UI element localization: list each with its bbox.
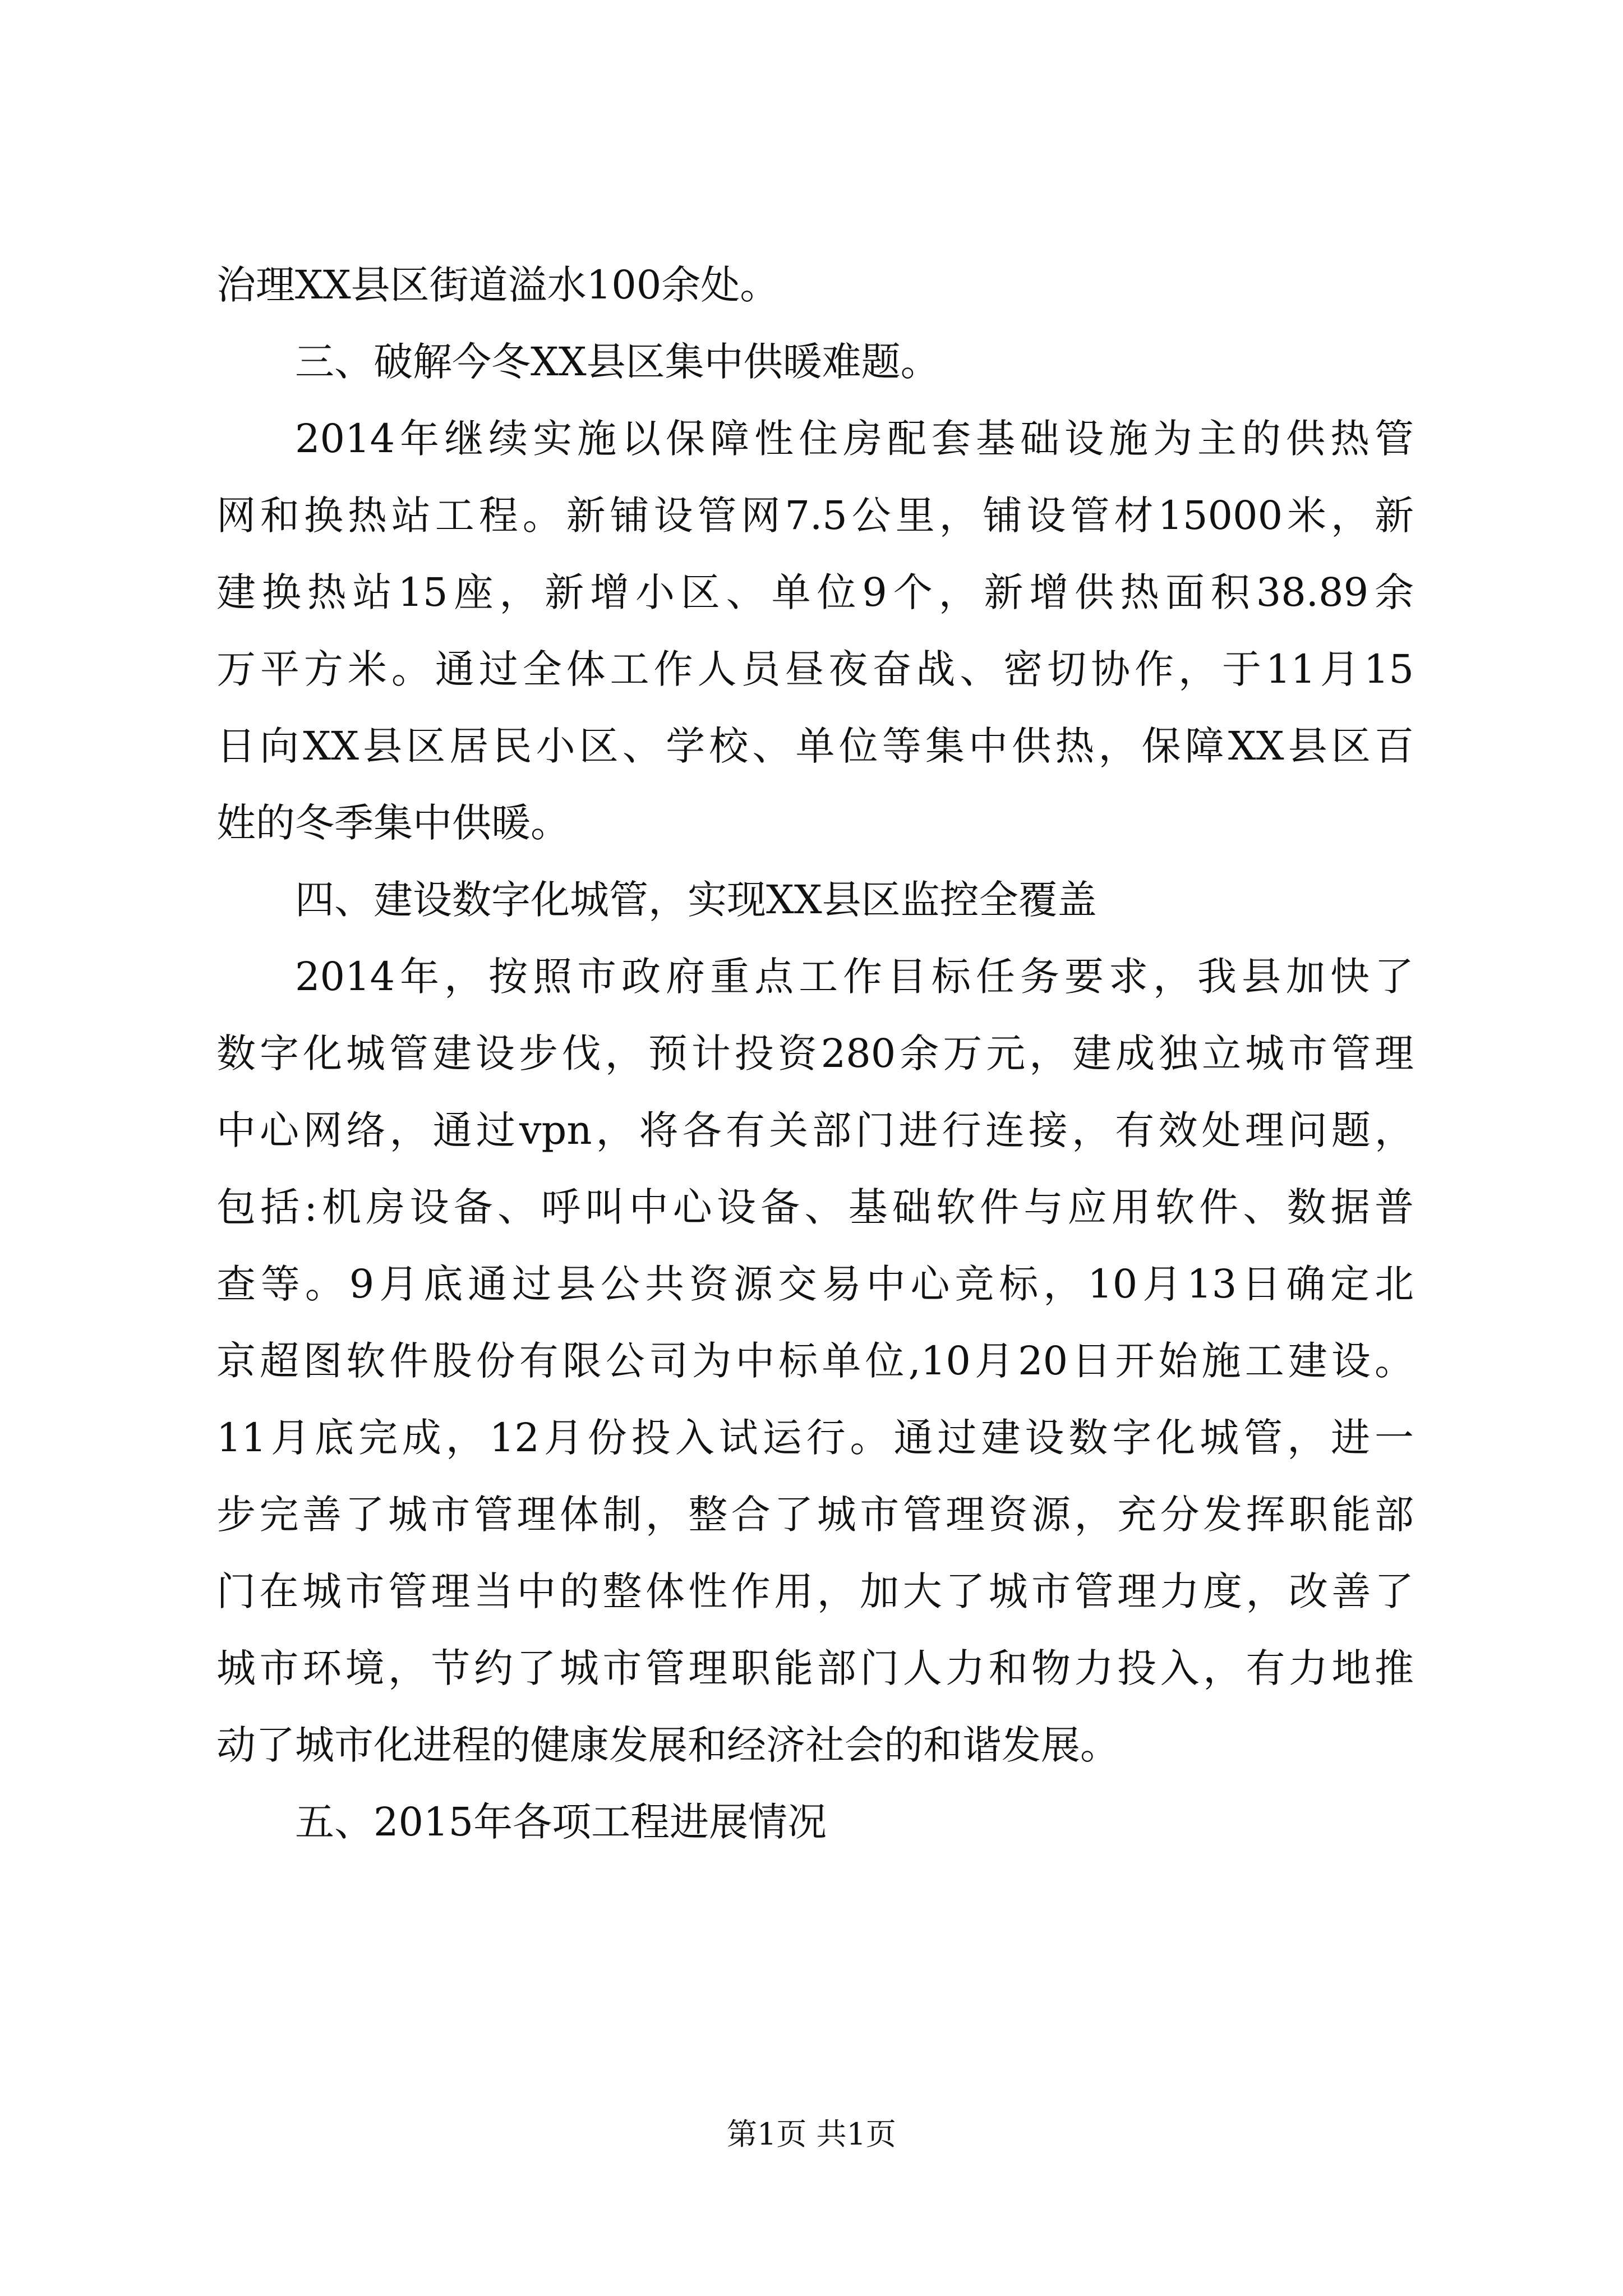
text-line-19: 城市环境，节约了城市管理职能部门人力和物力投入，有力地推 xyxy=(216,1645,1414,1691)
text-line-20: 动了城市化进程的健康发展和经济社会的和谐发展。 xyxy=(216,1722,1119,1768)
document-body xyxy=(216,247,1414,1861)
text-line-1: 治理XX县区街道溢水100余处。 xyxy=(216,262,780,308)
text-line-7: 日向XX县区居民小区、学校、单位等集中供热，保障XX县区百 xyxy=(216,723,1414,769)
text-line-13: 包括:机房设备、呼叫中心设备、基础软件与应用软件、数据普 xyxy=(216,1184,1414,1230)
text-line-10: 2014年，按照市政府重点工作目标任务要求，我县加快了 xyxy=(295,954,1414,1000)
text-line-12: 中心网络，通过vpn，将各有关部门进行连接，有效处理问题， xyxy=(216,1107,1414,1153)
text-line-17: 步完善了城市管理体制，整合了城市管理资源，充分发挥职能部 xyxy=(216,1492,1414,1538)
text-line-16: 11月底完成，12月份投入试运行。通过建设数字化城管，进一 xyxy=(216,1415,1414,1461)
section-heading-3: 三、破解今冬XX县区集中供暖难题。 xyxy=(295,339,940,385)
text-line-3: 2014年继续实施以保障性住房配套基础设施为主的供热管 xyxy=(295,416,1414,462)
section-heading-4: 四、建设数字化城管，实现XX县区监控全覆盖 xyxy=(295,877,1097,923)
text-line-11: 数字化城管建设步伐，预计投资280余万元，建成独立城市管理 xyxy=(216,1030,1414,1076)
text-line-4: 网和换热站工程。新铺设管网7.5公里，铺设管材15000米，新 xyxy=(216,493,1414,539)
page-footer: 第1页 共1页 xyxy=(727,2116,896,2152)
text-line-18: 门在城市管理当中的整体性作用，加大了城市管理力度，改善了 xyxy=(216,1568,1414,1614)
section-heading-5: 五、2015年各项工程进展情况 xyxy=(295,1799,827,1845)
text-line-14: 查等。9月底通过县公共资源交易中心竞标，10月13日确定北 xyxy=(216,1261,1414,1307)
text-line-15: 京超图软件股份有限公司为中标单位,10月20日开始施工建设。 xyxy=(216,1338,1414,1384)
text-line-6: 万平方米。通过全体工作人员昼夜奋战、密切协作，于11月15 xyxy=(216,646,1414,692)
text-line-5: 建换热站15座，新增小区、单位9个，新增供热面积38.89余 xyxy=(216,569,1414,615)
text-line-8: 姓的冬季集中供暖。 xyxy=(216,800,570,846)
